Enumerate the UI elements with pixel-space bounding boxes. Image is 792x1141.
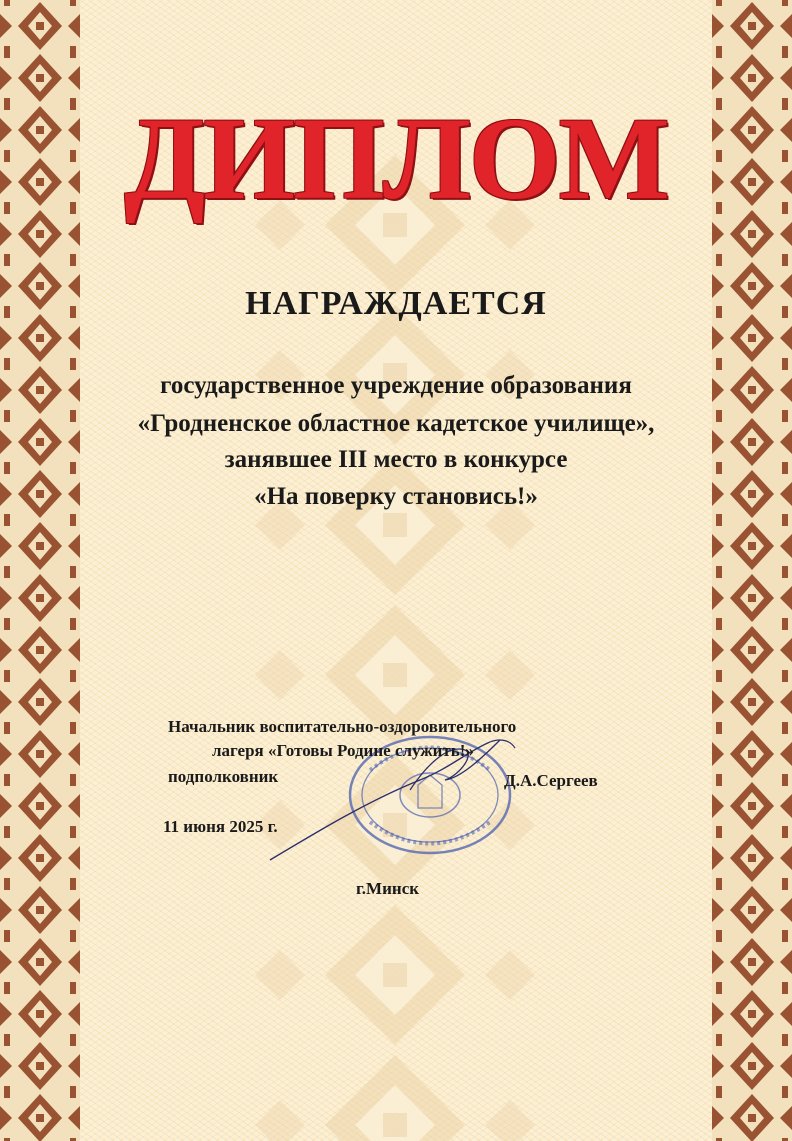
signatory-position-line-1: Начальник воспитательно-оздоровительного <box>168 717 517 736</box>
recipient-line-4: «На поверку становись!» <box>254 483 538 510</box>
issue-date: 11 июня 2025 г. <box>163 817 278 836</box>
signatory-name: Д.А.Сергеев <box>504 771 598 790</box>
diploma-title: ДИПЛОМ <box>124 93 668 224</box>
awarded-heading: НАГРАЖДАЕТСЯ <box>245 285 547 322</box>
signatory-position-line-2: лагеря «Готовы Родине служить!» <box>212 741 474 760</box>
recipient-line-2: «Гродненское областное кадетское училище», <box>137 410 655 437</box>
recipient-line-1: государственное учреждение образования <box>160 372 632 399</box>
signatory-rank: подполковник <box>168 767 279 786</box>
recipient-line-3: занявшее III место в конкурсе <box>224 446 568 473</box>
issue-city: г.Минск <box>356 879 420 898</box>
